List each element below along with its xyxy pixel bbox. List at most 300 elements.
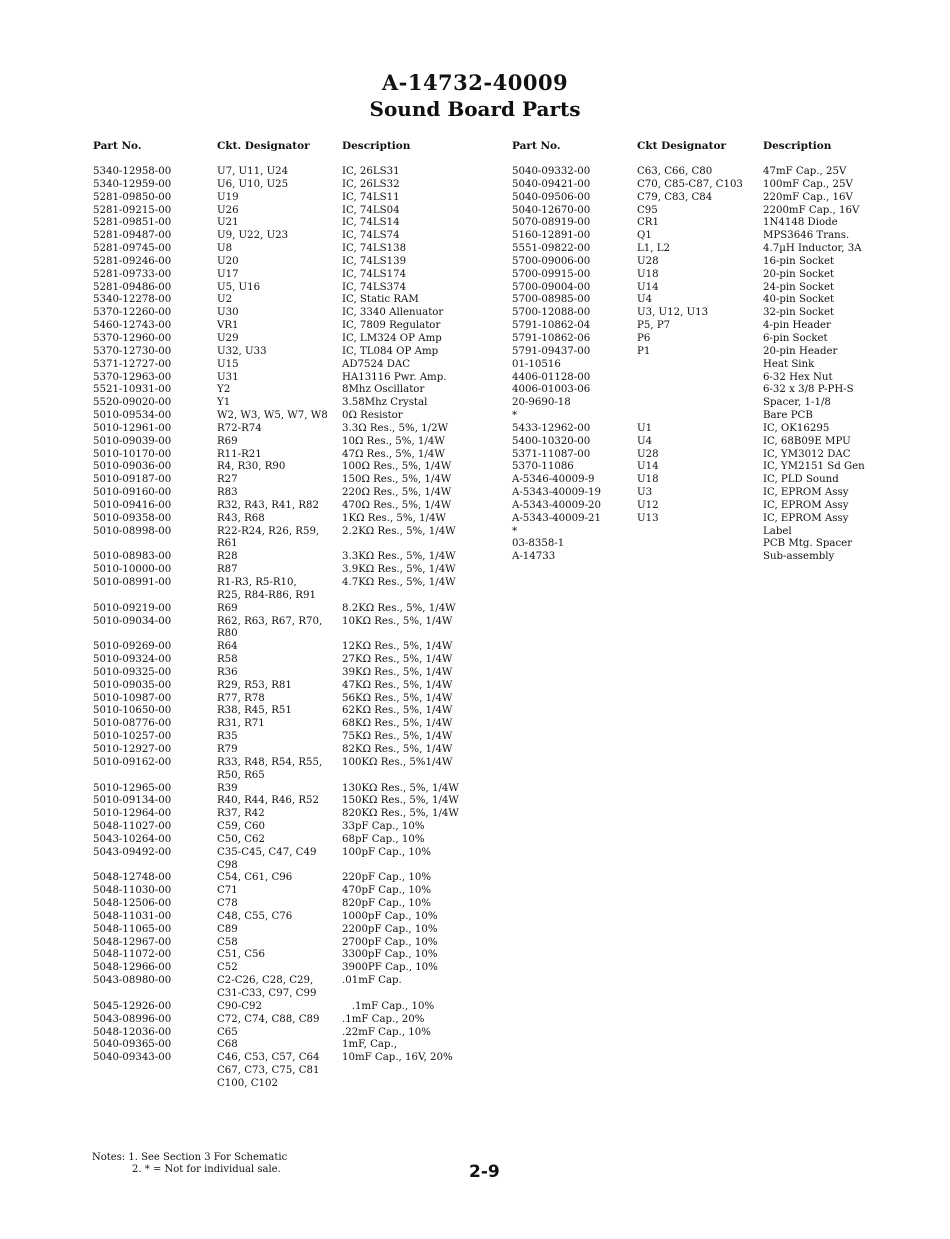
table-cell <box>342 988 459 1001</box>
table-cell: 6-32 Hex Nut <box>763 371 833 383</box>
table-cell: A-5343-40009-21 <box>512 512 601 524</box>
table-cell: U30 <box>217 307 239 319</box>
right-part-no-column <box>512 166 601 564</box>
table-cell: 5371-11087-00 <box>512 448 591 460</box>
table-cell: 5340-12959-00 <box>93 178 172 190</box>
table-cell: 3.3KΩ Res., 5%, 1/4W <box>342 551 456 563</box>
table-cell: .1mF Cap., 10% <box>342 1000 435 1012</box>
table-cell: 3900PF Cap., 10% <box>342 962 438 974</box>
table-cell <box>342 590 459 603</box>
table-cell: 220pF Cap., 10% <box>342 872 432 884</box>
table-cell: 5010-08983-00 <box>93 551 172 563</box>
table-cell: 5520-09020-00 <box>93 397 172 409</box>
table-cell: R32, R43, R41, R82 <box>217 499 319 511</box>
table-cell: HA13116 Pwr. Amp. <box>342 371 447 383</box>
table-cell: Sub-assembly <box>763 551 835 563</box>
table-cell: IC, 74LS374 <box>342 281 407 293</box>
table-cell: U32, U33 <box>217 345 267 357</box>
table-cell: 47Ω Res., 5%, 1/4W <box>342 448 445 460</box>
header-ckt-designator-right: Ckt Designator <box>637 140 726 152</box>
note-1: Notes: 1. See Section 3 For Schematic <box>92 1152 288 1163</box>
table-cell: 5043-08980-00 <box>93 975 172 987</box>
table-cell: U31 <box>217 371 239 383</box>
table-cell: 39KΩ Res., 5%, 1/4W <box>342 666 453 678</box>
header-part-no-left: Part No. <box>93 140 142 152</box>
left-designator-column <box>217 166 328 1091</box>
table-cell: U19 <box>217 191 239 203</box>
table-cell: .22mF Cap., 10% <box>342 1026 431 1038</box>
table-cell: Label <box>763 525 792 537</box>
table-cell: R33, R48, R54, R55, <box>217 756 323 768</box>
table-cell: U20 <box>217 255 239 267</box>
table-cell: 5040-09506-00 <box>512 191 591 203</box>
header-ckt-designator-left: Ckt. Designator <box>217 140 310 152</box>
table-cell: 5370-12960-00 <box>93 332 172 344</box>
table-cell: R80 <box>217 628 238 640</box>
table-cell: U3 <box>637 487 653 499</box>
table-cell: 5048-11031-00 <box>93 910 172 922</box>
table-cell <box>93 590 171 603</box>
table-cell <box>637 410 743 423</box>
table-cell: 24-pin Socket <box>763 281 835 293</box>
table-cell: C89 <box>217 923 238 935</box>
table-cell: U9, U22, U23 <box>217 230 289 242</box>
table-cell: 150Ω Res., 5%, 1/4W <box>342 474 452 486</box>
page-title: Sound Board Parts <box>369 97 581 121</box>
table-cell: C65 <box>217 1026 238 1038</box>
table-cell: 4.7µH Inductor, 3A <box>763 243 862 255</box>
table-cell: 56KΩ Res., 5%, 1/4W <box>342 692 453 704</box>
table-cell: 5010-09358-00 <box>93 512 172 524</box>
table-cell: 27KΩ Res., 5%, 1/4W <box>342 654 453 666</box>
table-cell: 5340-12278-00 <box>93 294 172 306</box>
table-cell: 100Ω Res., 5%, 1/4W <box>342 461 452 473</box>
table-cell: IC, YM3012 DAC <box>763 448 851 460</box>
left-part-no-column <box>93 166 171 1091</box>
note-2: 2. * = Not for individual sale. <box>132 1163 281 1175</box>
table-cell: U8 <box>217 243 233 255</box>
table-cell <box>637 551 743 564</box>
table-cell: A-5346-40009-9 <box>512 474 595 486</box>
table-cell: 5040-09332-00 <box>512 166 591 177</box>
table-cell: P1 <box>637 345 651 357</box>
table-cell: A-5343-40009-19 <box>512 487 601 499</box>
table-cell <box>637 526 743 539</box>
table-cell: R36 <box>217 666 238 678</box>
table-cell <box>93 770 171 783</box>
table-cell <box>342 1078 459 1091</box>
table-cell: 0Ω Resistor <box>342 410 403 422</box>
table-cell: * <box>512 410 518 422</box>
table-cell: U17 <box>217 268 239 280</box>
table-cell: U4 <box>637 294 653 306</box>
table-cell: R87 <box>217 564 238 576</box>
header-description-right: Description <box>763 140 832 152</box>
table-cell: .1mF Cap., 20% <box>342 1013 425 1025</box>
table-cell: Y2 <box>217 384 231 396</box>
table-cell: P6 <box>637 332 651 344</box>
table-cell: C51, C56 <box>217 949 265 961</box>
table-cell: 5010-09035-00 <box>93 679 172 691</box>
table-cell: 5791-09437-00 <box>512 345 591 357</box>
table-cell: IC, 74LS11 <box>342 191 400 203</box>
table-cell: 5370-12963-00 <box>93 371 172 383</box>
table-cell: 5010-09325-00 <box>93 666 172 678</box>
table-cell: C79, C83, C84 <box>637 191 713 203</box>
table-cell: 5700-12088-00 <box>512 307 591 319</box>
table-cell: U14 <box>637 461 659 473</box>
table-cell: R37, R42 <box>217 808 265 820</box>
table-cell: 03-8358-1 <box>512 538 565 550</box>
table-cell: C71 <box>217 885 238 897</box>
table-cell: 2.2KΩ Res., 5%, 1/4W <box>342 525 456 537</box>
table-cell: 5791-10862-06 <box>512 332 591 344</box>
page-part-number: A-14732-40009 <box>381 70 569 95</box>
table-cell: * <box>512 525 518 537</box>
table-cell: Bare PCB <box>763 410 813 422</box>
table-cell: 5433-12962-00 <box>512 422 591 434</box>
table-cell: R28 <box>217 551 238 563</box>
table-cell: 5370-12260-00 <box>93 307 172 319</box>
table-cell <box>342 860 459 873</box>
table-cell: 5048-12966-00 <box>93 962 172 974</box>
table-cell: 100pF Cap., 10% <box>342 846 432 858</box>
table-cell: 5048-11072-00 <box>93 949 172 961</box>
table-cell: 20-pin Header <box>763 345 838 357</box>
table-cell: IC, Static RAM <box>342 294 419 306</box>
table-cell: 6-pin Socket <box>763 332 828 344</box>
table-cell: 220Ω Res., 5%, 1/4W <box>342 487 452 499</box>
table-cell: 4-pin Header <box>763 320 831 332</box>
table-cell: 5010-09324-00 <box>93 654 172 666</box>
table-cell: 6-32 x 3/8 P-PH-S <box>763 384 854 396</box>
table-cell: A-14733 <box>512 551 556 563</box>
table-cell: 16-pin Socket <box>763 255 835 267</box>
table-cell: R69 <box>217 602 238 614</box>
table-cell: R69 <box>217 435 238 447</box>
table-cell: 82KΩ Res., 5%, 1/4W <box>342 743 453 755</box>
table-cell: 5700-09006-00 <box>512 255 591 267</box>
table-cell: 75KΩ Res., 5%, 1/4W <box>342 731 453 743</box>
table-cell: 4406-01128-00 <box>512 371 591 383</box>
table-cell: 5281-09850-00 <box>93 191 172 203</box>
table-cell: 5010-10650-00 <box>93 705 172 717</box>
table-cell: .01mF Cap. <box>342 975 402 987</box>
table-cell: CR1 <box>637 217 659 229</box>
table-cell: 4.7KΩ Res., 5%, 1/4W <box>342 577 456 588</box>
table-cell: R4, R30, R90 <box>217 461 286 473</box>
table-cell: 12KΩ Res., 5%, 1/4W <box>342 641 453 653</box>
table-cell: 20-9690-18 <box>512 397 571 409</box>
table-cell <box>93 538 171 551</box>
table-cell: IC, 74LS139 <box>342 255 407 267</box>
table-cell: U14 <box>637 281 659 293</box>
table-cell: 20-pin Socket <box>763 268 835 280</box>
table-cell <box>93 1065 171 1078</box>
table-cell: A-5343-40009-20 <box>512 499 601 511</box>
table-cell: U21 <box>217 217 239 229</box>
table-cell: 68KΩ Res., 5%, 1/4W <box>342 718 453 730</box>
table-cell <box>342 770 459 783</box>
table-cell: U28 <box>637 255 659 267</box>
table-cell: P5, P7 <box>637 320 671 332</box>
table-cell: 5043-10264-00 <box>93 833 172 845</box>
table-cell: R64 <box>217 641 238 653</box>
table-cell: 47KΩ Res., 5%, 1/4W <box>342 679 453 691</box>
table-cell: IC, 26LS31 <box>342 166 400 177</box>
table-cell: R79 <box>217 743 238 755</box>
table-cell: 5040-09365-00 <box>93 1039 172 1051</box>
table-cell: C95 <box>637 204 658 216</box>
table-cell: C90-C92 <box>217 1000 262 1012</box>
table-cell: 5010-10257-00 <box>93 731 172 743</box>
table-cell: 1KΩ Res., 5%, 1/4W <box>342 512 446 524</box>
table-cell: C72, C74, C88, C89 <box>217 1013 320 1025</box>
table-cell: 5160-12891-00 <box>512 230 591 242</box>
table-cell: R83 <box>217 487 238 499</box>
table-cell: 5048-12506-00 <box>93 898 172 910</box>
table-cell: 10mF Cap., 16V, 20% <box>342 1052 453 1064</box>
table-cell: U18 <box>637 474 659 486</box>
table-cell: 5281-09745-00 <box>93 243 172 255</box>
table-cell: IC, TL084 OP Amp <box>342 345 439 357</box>
table-cell: IC, 74LS14 <box>342 217 400 229</box>
table-cell: C52 <box>217 962 238 974</box>
table-cell: 5048-12748-00 <box>93 872 172 884</box>
table-cell: 130KΩ Res., 5%, 1/4W <box>342 782 459 794</box>
table-cell: U12 <box>637 499 659 511</box>
table-cell: C54, C61, C96 <box>217 872 293 884</box>
table-cell: U29 <box>217 332 239 344</box>
table-cell: 5281-09733-00 <box>93 268 172 280</box>
table-cell: 8Mhz Oscillator <box>342 384 425 396</box>
table-cell: IC, 7809 Regulator <box>342 320 441 332</box>
table-cell: IC, LM324 OP Amp <box>342 332 442 344</box>
table-cell: C58 <box>217 936 238 948</box>
table-cell: IC, EPROM Assy <box>763 512 849 524</box>
right-description-column <box>763 166 865 564</box>
table-cell: R38, R45, R51 <box>217 705 292 717</box>
table-cell: R61 <box>217 538 238 550</box>
table-cell: 5281-09246-00 <box>93 255 172 267</box>
table-cell: 5040-09343-00 <box>93 1052 172 1064</box>
table-cell <box>637 384 743 397</box>
table-cell: 820KΩ Res., 5%, 1/4W <box>342 808 459 820</box>
table-cell: IC, PLD Sound <box>763 474 839 486</box>
table-cell: 5040-12670-00 <box>512 204 591 216</box>
table-cell: IC, 26LS32 <box>342 178 400 190</box>
table-cell <box>93 860 171 873</box>
table-cell: W2, W3, W5, W7, W8 <box>217 410 328 422</box>
table-cell: 5010-09219-00 <box>93 602 172 614</box>
table-cell: U3, U12, U13 <box>637 307 709 319</box>
table-cell: C59, C60 <box>217 821 265 833</box>
table-cell: U13 <box>637 512 659 524</box>
table-cell: C48, C55, C76 <box>217 910 293 922</box>
table-cell: 5791-10862-04 <box>512 320 591 332</box>
table-cell: 2700pF Cap., 10% <box>342 936 438 948</box>
table-cell <box>93 628 171 641</box>
table-cell: R11-R21 <box>217 448 262 460</box>
table-cell: 5010-09416-00 <box>93 499 172 511</box>
table-cell: 5010-08991-00 <box>93 577 172 588</box>
table-cell: 5045-12926-00 <box>93 1000 172 1012</box>
table-cell: 5010-09162-00 <box>93 756 172 768</box>
table-cell: VR1 <box>217 320 239 332</box>
table-cell: 5010-09187-00 <box>93 474 172 486</box>
table-cell: 5370-12730-00 <box>93 345 172 357</box>
table-cell: 5010-09036-00 <box>93 461 172 473</box>
table-cell: 32-pin Socket <box>763 307 835 319</box>
table-cell: 1000pF Cap., 10% <box>342 910 438 922</box>
table-cell: R27 <box>217 474 238 486</box>
table-cell: IC, EPROM Assy <box>763 499 849 511</box>
table-cell: 68pF Cap., 10% <box>342 833 425 845</box>
table-cell: 1mF, Cap., <box>342 1039 397 1051</box>
table-cell: 5700-08985-00 <box>512 294 591 306</box>
table-cell: 5040-09421-00 <box>512 178 591 190</box>
table-cell: C68 <box>217 1039 238 1051</box>
table-cell: IC, 74LS174 <box>342 268 407 280</box>
table-cell: 10Ω Res., 5%, 1/4W <box>342 435 445 447</box>
right-designator-column <box>637 166 743 564</box>
table-cell: C67, C73, C75, C81 <box>217 1065 320 1077</box>
table-cell: R1-R3, R5-R10, <box>217 577 297 588</box>
table-cell: 5048-11030-00 <box>93 885 172 897</box>
table-cell: 2200pF Cap., 10% <box>342 923 438 935</box>
table-cell: 62KΩ Res., 5%, 1/4W <box>342 705 453 717</box>
table-cell: 5340-12958-00 <box>93 166 172 177</box>
table-cell: IC, 74LS138 <box>342 243 407 255</box>
table-cell: 5371-12727-00 <box>93 358 172 370</box>
table-cell: R29, R53, R81 <box>217 679 292 691</box>
table-cell: IC, YM2151 Sd Gen <box>763 461 865 473</box>
table-cell: 4006-01003-06 <box>512 384 591 396</box>
table-cell: 5281-09487-00 <box>93 230 172 242</box>
table-cell: 3.3Ω Res., 5%, 1/2W <box>342 422 449 434</box>
table-cell: C98 <box>217 859 238 871</box>
table-cell: C46, C53, C57, C64 <box>217 1052 320 1064</box>
table-cell: 820pF Cap., 10% <box>342 898 432 910</box>
table-cell <box>93 1078 171 1091</box>
table-cell: 47mF Cap., 25V <box>763 166 847 177</box>
table-cell: R77, R78 <box>217 692 265 704</box>
table-cell: 5370-11086 <box>512 461 574 473</box>
table-cell: R50, R65 <box>217 769 265 781</box>
table-cell: 3.58Mhz Crystal <box>342 397 428 409</box>
table-cell: PCB Mtg. Spacer <box>763 538 853 550</box>
table-cell <box>637 538 743 551</box>
table-cell: 5010-09160-00 <box>93 487 172 499</box>
table-cell: 5010-09269-00 <box>93 641 172 653</box>
table-cell: 5010-09134-00 <box>93 795 172 807</box>
table-cell: 5281-09851-00 <box>93 217 172 229</box>
table-cell: C2-C26, C28, C29, <box>217 975 314 987</box>
table-cell: 5010-10000-00 <box>93 564 172 576</box>
table-cell: IC, 68B09E MPU <box>763 435 851 447</box>
table-cell: 3300pF Cap., 10% <box>342 949 438 961</box>
table-cell: 2200mF Cap., 16V <box>763 204 860 216</box>
table-cell: 5048-12036-00 <box>93 1026 172 1038</box>
table-cell: C100, C102 <box>217 1077 278 1089</box>
table-cell: C50, C62 <box>217 833 265 845</box>
table-cell: 5460-12743-00 <box>93 320 172 332</box>
table-cell: L1, L2 <box>637 243 670 255</box>
table-cell: U7, U11, U24 <box>217 166 289 177</box>
table-cell: 5048-12967-00 <box>93 936 172 948</box>
table-cell: 100KΩ Res., 5%1/4W <box>342 756 453 768</box>
table-cell: 5281-09215-00 <box>93 204 172 216</box>
table-cell: 5010-10987-00 <box>93 692 172 704</box>
table-cell: 5010-12964-00 <box>93 808 172 820</box>
table-cell: U5, U16 <box>217 281 261 293</box>
table-cell: U4 <box>637 435 653 447</box>
table-cell: U15 <box>217 358 239 370</box>
table-cell: 5048-11027-00 <box>93 821 172 833</box>
table-cell: R35 <box>217 731 238 743</box>
table-cell: R25, R84-R86, R91 <box>217 589 316 601</box>
table-cell: AD7524 DAC <box>342 358 411 370</box>
table-cell: 5010-08998-00 <box>93 525 172 537</box>
table-cell: R72-R74 <box>217 422 262 434</box>
table-cell: IC, EPROM Assy <box>763 487 849 499</box>
table-cell: C31-C33, C97, C99 <box>217 988 317 999</box>
table-cell: 01-10516 <box>512 358 561 370</box>
table-cell: 5010-12961-00 <box>93 422 172 434</box>
table-cell <box>637 372 743 385</box>
table-cell: U1 <box>637 422 653 434</box>
table-cell: Q1 <box>637 230 652 242</box>
table-cell <box>342 538 459 551</box>
table-cell: U6, U10, U25 <box>217 178 289 190</box>
table-cell: 5551-09822-00 <box>512 243 591 255</box>
table-cell: 5700-09004-00 <box>512 281 591 293</box>
table-cell: 5521-10931-00 <box>93 384 172 396</box>
table-cell: U28 <box>637 448 659 460</box>
table-cell: 33pF Cap., 10% <box>342 821 425 833</box>
table-cell: IC, 3340 Allenuator <box>342 307 444 319</box>
header-part-no-right: Part No. <box>512 140 561 152</box>
table-cell: 5700-09915-00 <box>512 268 591 280</box>
table-cell: R31, R71 <box>217 718 265 730</box>
table-cell: 220mF Cap., 16V <box>763 191 853 203</box>
table-cell: 3.9KΩ Res., 5%, 1/4W <box>342 564 456 576</box>
table-cell: R62, R63, R67, R70, <box>217 615 323 627</box>
table-cell <box>637 359 743 372</box>
table-cell: 5048-11065-00 <box>93 923 172 935</box>
table-cell: U2 <box>217 294 233 306</box>
table-cell <box>342 628 459 641</box>
page-number: 2-9 <box>469 1162 500 1182</box>
table-cell: IC, 74LS74 <box>342 230 400 242</box>
table-cell: 5010-12965-00 <box>93 782 172 794</box>
table-cell: C63, C66, C80 <box>637 166 713 177</box>
table-cell: Heat Sink <box>763 358 815 370</box>
table-cell: Y1 <box>217 397 231 409</box>
notes <box>92 1152 287 1175</box>
header-description-left: Description <box>342 140 411 152</box>
table-cell: IC, 74LS04 <box>342 204 400 216</box>
table-cell: R22-R24, R26, R59, <box>217 525 320 537</box>
table-cell: 150KΩ Res., 5%, 1/4W <box>342 795 459 807</box>
table-cell: R43, R68 <box>217 512 265 524</box>
table-cell: Spacer, 1-1/8 <box>763 397 831 409</box>
table-cell: MPS3646 Trans. <box>763 230 850 242</box>
table-cell: R58 <box>217 654 238 666</box>
table-cell: 5010-09034-00 <box>93 615 172 627</box>
table-cell: R40, R44, R46, R52 <box>217 795 319 807</box>
table-cell: IC, OK16295 <box>763 422 830 434</box>
